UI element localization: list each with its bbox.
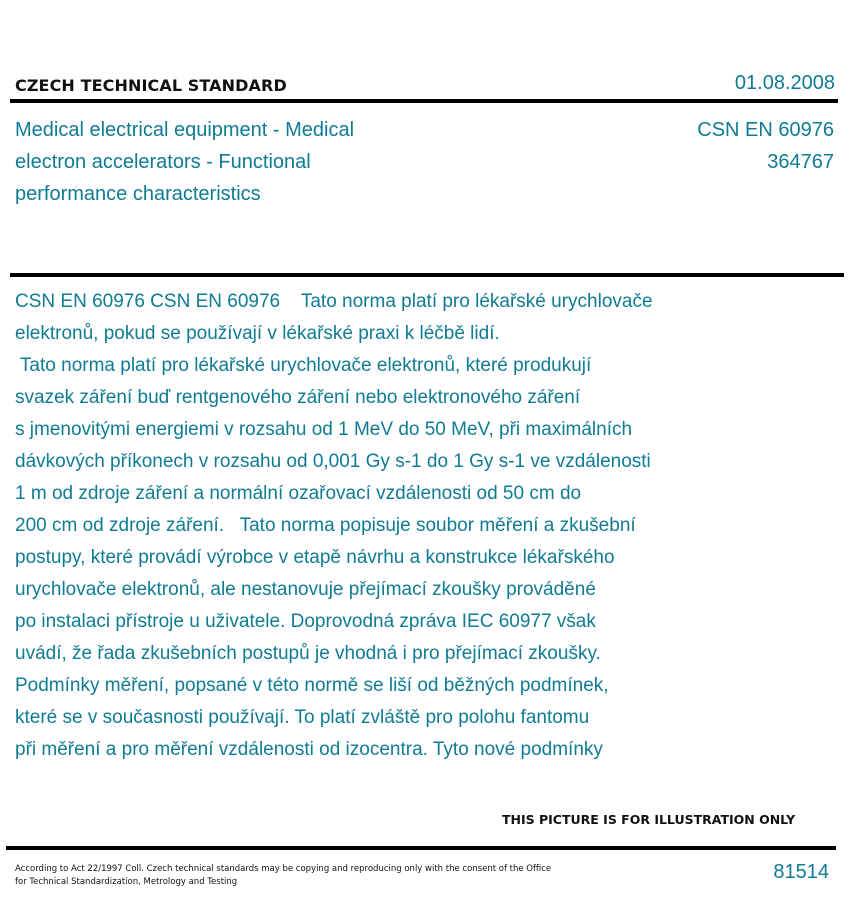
standard-title-line: Medical electrical equipment - Medical xyxy=(15,119,355,141)
illustration-disclaimer: THIS PICTURE IS FOR ILLUSTRATION ONLY xyxy=(502,812,796,827)
copyright-notice-line: for Technical Standardization, Metrology and Testing xyxy=(15,877,238,887)
abstract-line: 1 m od zdroje záření a normální ozařovací vzdálenosti od 50 cm do xyxy=(15,483,582,504)
section-divider xyxy=(10,273,844,277)
catalog-number: 81514 xyxy=(773,861,829,883)
abstract-line: urychlovače elektronů, ale nestanovuje přejímací zkoušky prováděné xyxy=(15,579,596,600)
standard-title xyxy=(15,114,405,210)
copyright-notice-line: According to Act 22/1997 Coll. Czech technical standards may be copying and reproducing only with the consent of the Office xyxy=(15,864,552,874)
copyright-notice xyxy=(15,863,615,889)
abstract-line: svazek záření buď rentgenového záření nebo elektronového záření xyxy=(15,387,581,408)
abstract-line: CSN EN 60976 CSN EN 60976 Tato norma platí pro lékařské urychlovače xyxy=(15,291,653,312)
abstract-line: při měření a pro měření vzdálenosti od izocentra. Tyto nové podmínky xyxy=(15,739,603,760)
abstract-line: s jmenovitými energiemi v rozsahu od 1 MeV do 50 MeV, při maximálních xyxy=(15,419,633,440)
standard-class-number: 364767 xyxy=(767,151,834,173)
standard-title-line: performance characteristics xyxy=(15,183,261,205)
standard-code: CSN EN 60976 xyxy=(697,119,834,141)
publication-date: 01.08.2008 xyxy=(734,72,835,94)
abstract-line: Podmínky měření, popsané v této normě se liší od běžných podmínek, xyxy=(15,675,609,696)
abstract-line: 200 cm od zdroje záření. Tato norma popisuje soubor měření a zkušební xyxy=(15,515,636,536)
standard-title-line: electron accelerators - Functional xyxy=(15,151,311,173)
document-type-label: CZECH TECHNICAL STANDARD xyxy=(15,76,287,95)
abstract-line: postupy, které provádí výrobce v etapě návrhu a konstrukce lékařského xyxy=(15,547,615,568)
standard-abstract xyxy=(15,286,755,766)
abstract-line: Tato norma platí pro lékařské urychlovače elektronů, které produkují xyxy=(15,355,592,376)
abstract-line: uvádí, že řada zkušebních postupů je vhodná i pro přejímací zkoušky. xyxy=(15,643,601,664)
header-divider xyxy=(10,99,838,103)
abstract-line: elektronů, pokud se používají v lékařské praxi k léčbě lidí. xyxy=(15,323,500,344)
standard-identifiers xyxy=(697,114,834,178)
abstract-line: které se v současnosti používají. To platí zvláště pro polohu fantomu xyxy=(15,707,590,728)
abstract-line: dávkových příkonech v rozsahu od 0,001 Gy s-1 do 1 Gy s-1 ve vzdálenosti xyxy=(15,451,651,472)
footer-divider xyxy=(6,846,836,850)
abstract-line: po instalaci přístroje u uživatele. Doprovodná zpráva IEC 60977 však xyxy=(15,611,596,632)
